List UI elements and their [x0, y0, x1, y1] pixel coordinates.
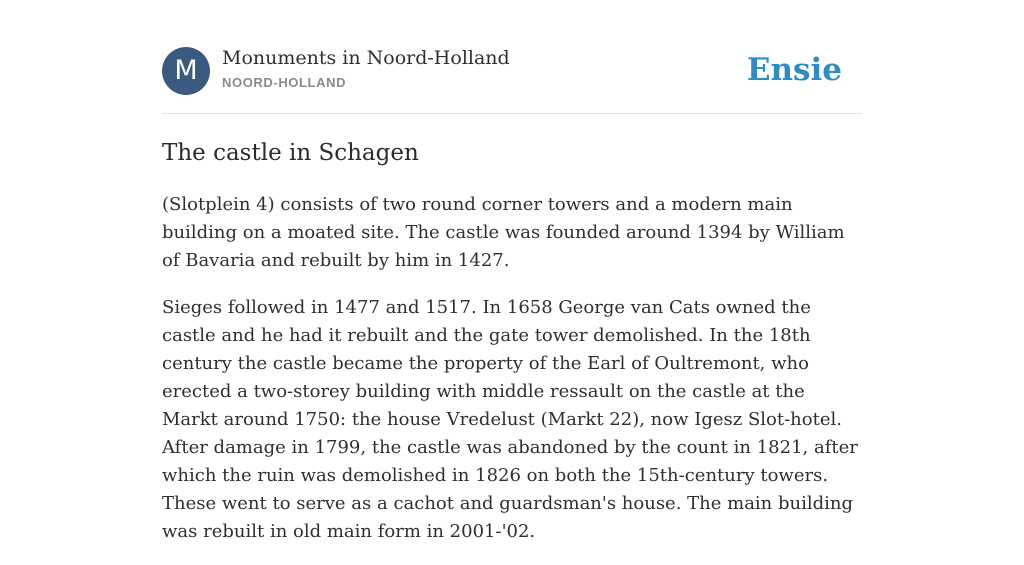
brand-logo[interactable]: Ensie: [746, 52, 842, 88]
avatar[interactable]: M: [162, 47, 210, 95]
site-header: [162, 46, 862, 114]
article: [162, 138, 862, 565]
article-paragraph-1: (Slotplein 4) consists of two round corner towers and a modern main building on a moated site. The castle was founded around 1394 by William of Bavaria and rebuilt by him in 1427.: [162, 194, 845, 271]
article-paragraph-2: Sieges followed in 1477 and 1517. In 1658 George van Cats owned the castle and he had it rebuilt and the gate tower demolished. In the 18th century the castle became the property of the Earl of Oultremont, who erected a two-storey building with middle ressault on the castle at the Markt around 1750: the house Vredelust (Markt 22), now Igesz Slot-hotel. After damage in 1799, the castle was abandoned by the count in 1821, after which the ruin was demolished in 1826 on both the 15th-century towers. These went to serve as a cachot and guardsman's house. The main building was rebuilt in old main form in 2001-'02.: [162, 297, 858, 542]
article-title: The castle in Schagen: [162, 140, 419, 166]
site-subtitle[interactable]: NOORD-HOLLAND: [222, 75, 347, 90]
site-title[interactable]: Monuments in Noord-Holland: [222, 47, 510, 69]
